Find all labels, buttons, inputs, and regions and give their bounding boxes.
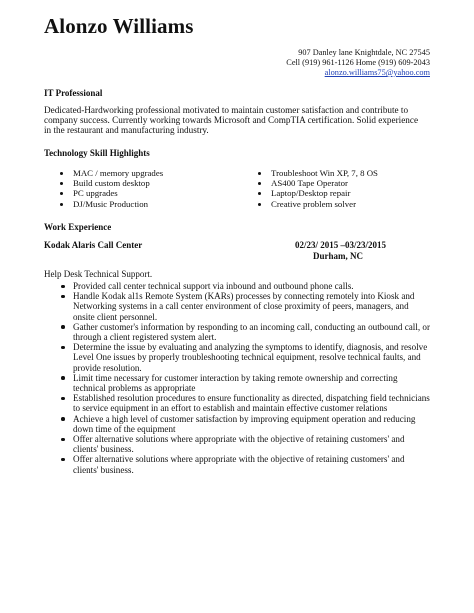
skill-item: PC upgrades (60, 188, 163, 198)
skill-item: Creative problem solver (258, 199, 378, 209)
skill-item: AS400 Tape Operator (258, 178, 378, 188)
duty-item: Provided call center technical support via inbound and outbound phone calls. (60, 281, 432, 291)
skills-list-left (60, 168, 163, 209)
phone-numbers: Cell (919) 961-1126 Home (919) 609-2043 (286, 58, 430, 67)
duty-item: Limit time necessary for customer interaction by taking remote ownership and correcting technical problems as appropriate (60, 373, 432, 393)
skill-item: Laptop/Desktop repair (258, 188, 378, 198)
email-link[interactable]: alonzo.williams75@yahoo.com (324, 68, 430, 77)
experience-heading: Work Experience (44, 222, 112, 232)
duty-item: Offer alternative solutions where appropriate with the objective of retaining customers' and clients' business. (60, 454, 432, 474)
duties-list (60, 281, 432, 475)
duty-item: Determine the issue by evaluating and analyzing the symptoms to identify, diagnosis, and resolve Level One issues by properly troubleshooting technical equipment, resolve technical faults, and provide resolution. (60, 342, 432, 373)
job-location: Durham, NC (313, 251, 364, 261)
skill-item: MAC / memory upgrades (60, 168, 163, 178)
skill-item: Troubleshoot Win XP, 7, 8 OS (258, 168, 378, 178)
duty-item: Handle Kodak al1s Remote System (KARs) processes by connecting remotely into Kiosk and Networking systems in a call center environment of close proximity of peers, managers, and onsite client personnel. (60, 291, 432, 322)
duty-item: Gather customer's information by responding to an incoming call, conducting an outbound call, or through a client registered system alert. (60, 322, 432, 342)
contact-block (286, 48, 430, 78)
objective-heading: IT Professional (44, 88, 103, 98)
candidate-name: Alonzo Williams (44, 14, 194, 38)
skill-item: DJ/Music Production (60, 199, 163, 209)
duty-item: Achieve a high level of customer satisfaction by improving equipment operation and reducing down time of the equipment (60, 414, 432, 434)
job-title: Help Desk Technical Support. (44, 269, 153, 279)
duty-item: Offer alternative solutions where appropriate with the objective of retaining customers' and clients' business. (60, 434, 432, 454)
company-name: Kodak Alaris Call Center (44, 240, 143, 250)
skill-item: Build custom desktop (60, 178, 163, 188)
summary-paragraph: Dedicated-Hardworking professional motivated to maintain customer satisfaction and contribute to company success. Currently working towards Microsoft and CompTIA certification. Solid experience in the restaurant and manufacturing industry. (44, 105, 419, 136)
address: 907 Danley lane Knightdale, NC 27545 (298, 48, 430, 57)
skills-heading: Technology Skill Highlights (44, 148, 150, 158)
job-dates: 02/23/ 2015 –03/23/2015 (295, 240, 387, 250)
skills-list-right (258, 168, 378, 209)
duty-item: Established resolution procedures to ensure functionality as directed, dispatching field technicians to service equipment in an effort to establish and maintain effective customer relations (60, 393, 432, 413)
